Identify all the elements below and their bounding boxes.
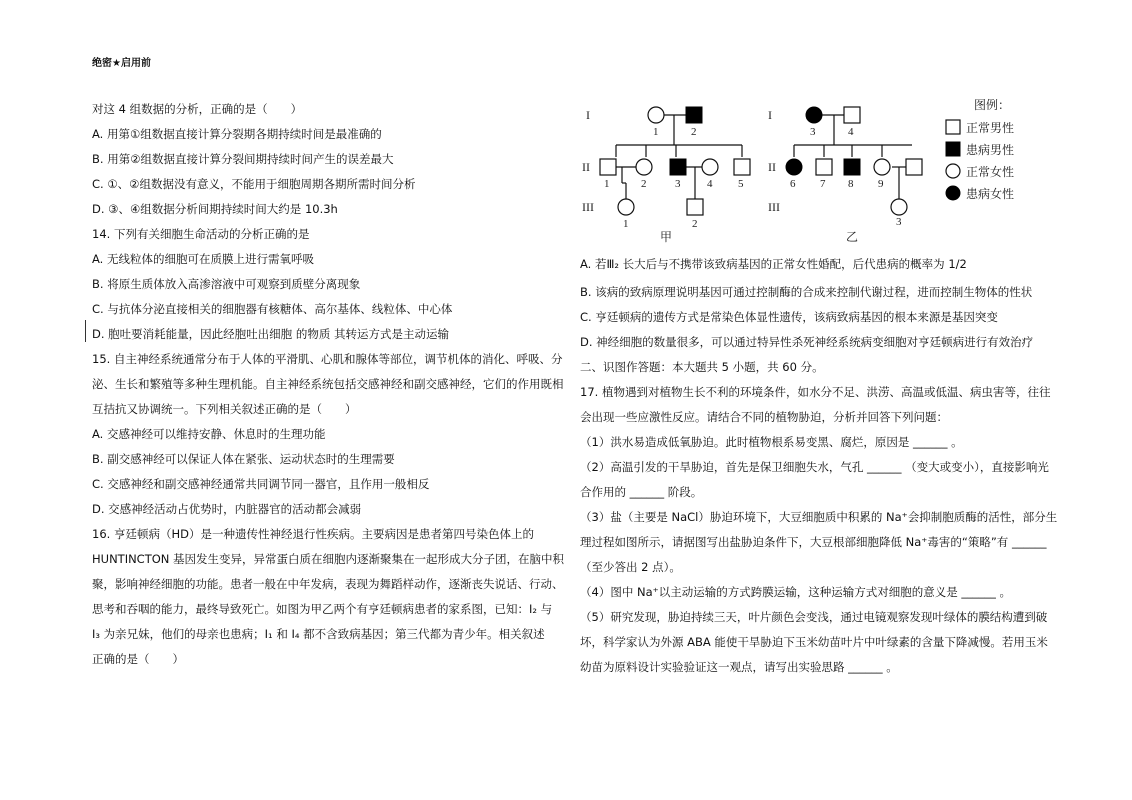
q16-stem-line-1: 16. 亨廷顿病（HD）是一种遗传性神经退行性疾病。主要病因是患者第四号染色体上的 bbox=[92, 527, 534, 541]
jia-num: 2 bbox=[692, 218, 698, 230]
pedigree-yi bbox=[786, 107, 922, 215]
text-cursor bbox=[85, 320, 86, 342]
header-label: 绝密★启用前 bbox=[92, 58, 151, 69]
yi-num: 4 bbox=[848, 126, 854, 138]
jia-num: 2 bbox=[641, 178, 647, 190]
pedigree-figure bbox=[580, 95, 1030, 247]
yi-gen-label-1: I bbox=[768, 108, 772, 122]
jia-num: 1 bbox=[623, 218, 629, 230]
jia-num: 3 bbox=[675, 178, 681, 190]
q17-stem-line-2: 会出现一些应激性反应。请结合不同的植物胁迫，分析并回答下列问题： bbox=[580, 410, 948, 424]
q16-stem-line-6: 正确的是（ ） bbox=[92, 652, 184, 666]
q14-option-b: B. 将原生质体放入高渗溶液中可观察到质壁分离现象 bbox=[92, 277, 361, 291]
legend-normal-male-icon bbox=[946, 120, 960, 134]
family-yi-caption: 乙 bbox=[846, 230, 859, 244]
jia-num: 1 bbox=[653, 126, 659, 138]
q17-part-5-line-2: 坏，科学家认为外源 ABA 能使干旱胁迫下玉米幼苗叶片中叶绿素的含量下降减慢。若用玉米 bbox=[580, 635, 1048, 649]
yi-num: 8 bbox=[848, 178, 854, 190]
q15-stem-line-3: 互拮抗又协调统一。下列相关叙述正确的是（ ） bbox=[92, 402, 357, 416]
legend-affected-male: 患病男性 bbox=[966, 143, 1015, 157]
yi-num: 3 bbox=[810, 126, 816, 138]
q17-part-2-line-2: 合作用的 ______ 阶段。 bbox=[580, 485, 703, 499]
q17-part-3-line-2: 理过程如图所示，请据图写出盐胁迫条件下，大豆根部细胞降低 Na⁺毒害的“策略”有 ______ bbox=[580, 535, 1047, 549]
yi-num: 6 bbox=[790, 178, 796, 190]
q15-stem-line-1: 15. 自主神经系统通常分布于人体的平滑肌、心肌和腺体等部位，调节机体的消化、呼吸、分 bbox=[92, 352, 563, 366]
yi-gen-label-2: II bbox=[768, 160, 776, 174]
gen-label-1: I bbox=[586, 108, 590, 122]
q15-option-c: C. 交感神经和副交感神经通常共同调节同一器官，且作用一般相反 bbox=[92, 477, 430, 491]
q15-option-d: D. 交感神经活动占优势时，内脏器官的活动都会减弱 bbox=[92, 502, 362, 516]
q13-option-b: B. 用第②组数据直接计算分裂间期持续时间产生的误差最大 bbox=[92, 152, 394, 166]
q13-option-d: D. ③、④组数据分析间期持续时间大约是 10.3h bbox=[92, 202, 338, 216]
q17-stem-line-1: 17. 植物遇到对植物生长不利的环境条件，如水分不足、洪涝、高温或低温、病虫害等，往往 bbox=[580, 385, 1051, 399]
q17-part-1: （1）洪水易造成低氧胁迫。此时植物根系易变黑、腐烂，原因是 ______ 。 bbox=[580, 435, 963, 449]
pedigree-jia bbox=[600, 107, 750, 215]
legend-affected-female: 患病女性 bbox=[966, 187, 1015, 201]
q13-option-a: A. 用第①组数据直接计算分裂期各期持续时间是最准确的 bbox=[92, 127, 382, 141]
family-jia-caption: 甲 bbox=[660, 230, 673, 244]
q16-option-d: D. 神经细胞的数量很多，可以通过特异性杀死神经系统病变细胞对亨廷顿病进行有效治疗 bbox=[580, 335, 1034, 349]
q17-part-5-line-3: 幼苗为原料设计实验验证这一观点，请写出实验思路 ______ 。 bbox=[580, 660, 898, 674]
q17-part-4: （4）图中 Na⁺以主动运输的方式跨膜运输，这种运输方式对细胞的意义是 ______ 。 bbox=[580, 585, 1011, 599]
q13-option-c: C. ①、②组数据没有意义，不能用于细胞周期各期所需时间分析 bbox=[92, 177, 416, 191]
q17-part-3-line-3: （至少答出 2 点）。 bbox=[580, 560, 681, 574]
q16-stem-line-5: Ⅰ₃ 为亲兄妹，他们的母亲也患病；Ⅰ₁ 和 Ⅰ₄ 都不含致病基因；第三代都为青少年。相关叙述 bbox=[92, 627, 545, 641]
q17-part-2-line-1: （2）高温引发的干旱胁迫，首先是保卫细胞失水，气孔 ______ （变大或变小），直接影响光 bbox=[580, 460, 1049, 474]
jia-num: 5 bbox=[738, 178, 744, 190]
yi-num: 9 bbox=[878, 178, 884, 190]
legend-normal-female-icon bbox=[946, 164, 960, 178]
jia-num: 2 bbox=[691, 126, 697, 138]
legend-normal-male: 正常男性 bbox=[966, 121, 1015, 135]
q15-option-b: B. 副交感神经可以保证人体在紧张、运动状态时的生理需要 bbox=[92, 452, 395, 466]
q17-part-3-line-1: （3）盐（主要是 NaCl）胁迫环境下，大豆细胞质中积累的 Na⁺会抑制胞质酶的活性，部分生 bbox=[580, 510, 1058, 524]
q14-option-a: A. 无线粒体的细胞可在质膜上进行需氧呼吸 bbox=[92, 252, 314, 266]
q17-part-5-line-1: （5）研究发现，胁迫持续三天，叶片颜色会变浅，通过电镜观察发现叶绿体的膜结构遭到破 bbox=[580, 610, 1048, 624]
jia-num: 4 bbox=[707, 178, 713, 190]
yi-gen-label-3: III bbox=[768, 200, 780, 214]
q16-option-b: B. 该病的致病原理说明基因可通过控制酶的合成来控制代谢过程，进而控制生物体的性状 bbox=[580, 285, 1033, 299]
q14-stem: 14. 下列有关细胞生命活动的分析正确的是 bbox=[92, 227, 310, 241]
q16-option-c: C. 亨廷顿病的遗传方式是常染色体显性遗传，该病致病基因的根本来源是基因突变 bbox=[580, 310, 998, 324]
legend-affected-male-icon bbox=[946, 142, 960, 156]
q16-stem-line-2: HUNTINCTON 基因发生变异，异常蛋白质在细胞内逐渐聚集在一起形成大分子团，在脑中积 bbox=[92, 552, 565, 566]
q15-stem-line-2: 泌、生长和繁殖等多种生理机能。自主神经系统包括交感神经和副交感神经，它们的作用既相 bbox=[92, 377, 564, 391]
yi-num: 7 bbox=[820, 178, 826, 190]
q16-option-a: A. 若Ⅲ₂ 长大后与不携带该致病基因的正常女性婚配，后代患病的概率为 1/2 bbox=[580, 257, 967, 271]
q16-stem-line-4: 思考和吞咽的能力，最终导致死亡。如图为甲乙两个有亨廷顿病患者的家系图，已知：Ⅰ₂ 与 bbox=[92, 602, 553, 616]
legend-title: 图例： bbox=[974, 98, 1011, 112]
jia-num: 1 bbox=[604, 178, 610, 190]
section-2-heading: 二、识图作答题：本大题共 5 小题，共 60 分。 bbox=[580, 360, 824, 374]
yi-num: 3 bbox=[896, 216, 902, 228]
q16-stem-line-3: 聚，影响神经细胞的功能。患者一般在中年发病，表现为舞蹈样动作，逐渐丧失说话、行动、 bbox=[92, 577, 564, 591]
q13-stem: 对这 4 组数据的分析，正确的是（ ） bbox=[92, 102, 303, 116]
q14-option-d: D. 胞吐要消耗能量，因此经胞吐出细胞 的物质 其转运方式是主动运输 bbox=[92, 327, 449, 341]
legend-normal-female: 正常女性 bbox=[966, 165, 1015, 179]
q15-option-a: A. 交感神经可以维持安静、休息时的生理功能 bbox=[92, 427, 326, 441]
legend-affected-female-icon bbox=[946, 186, 960, 200]
gen-label-2: II bbox=[582, 160, 590, 174]
gen-label-3: III bbox=[582, 200, 594, 214]
q14-option-c: C. 与抗体分泌直接相关的细胞器有核糖体、高尔基体、线粒体、中心体 bbox=[92, 302, 453, 316]
